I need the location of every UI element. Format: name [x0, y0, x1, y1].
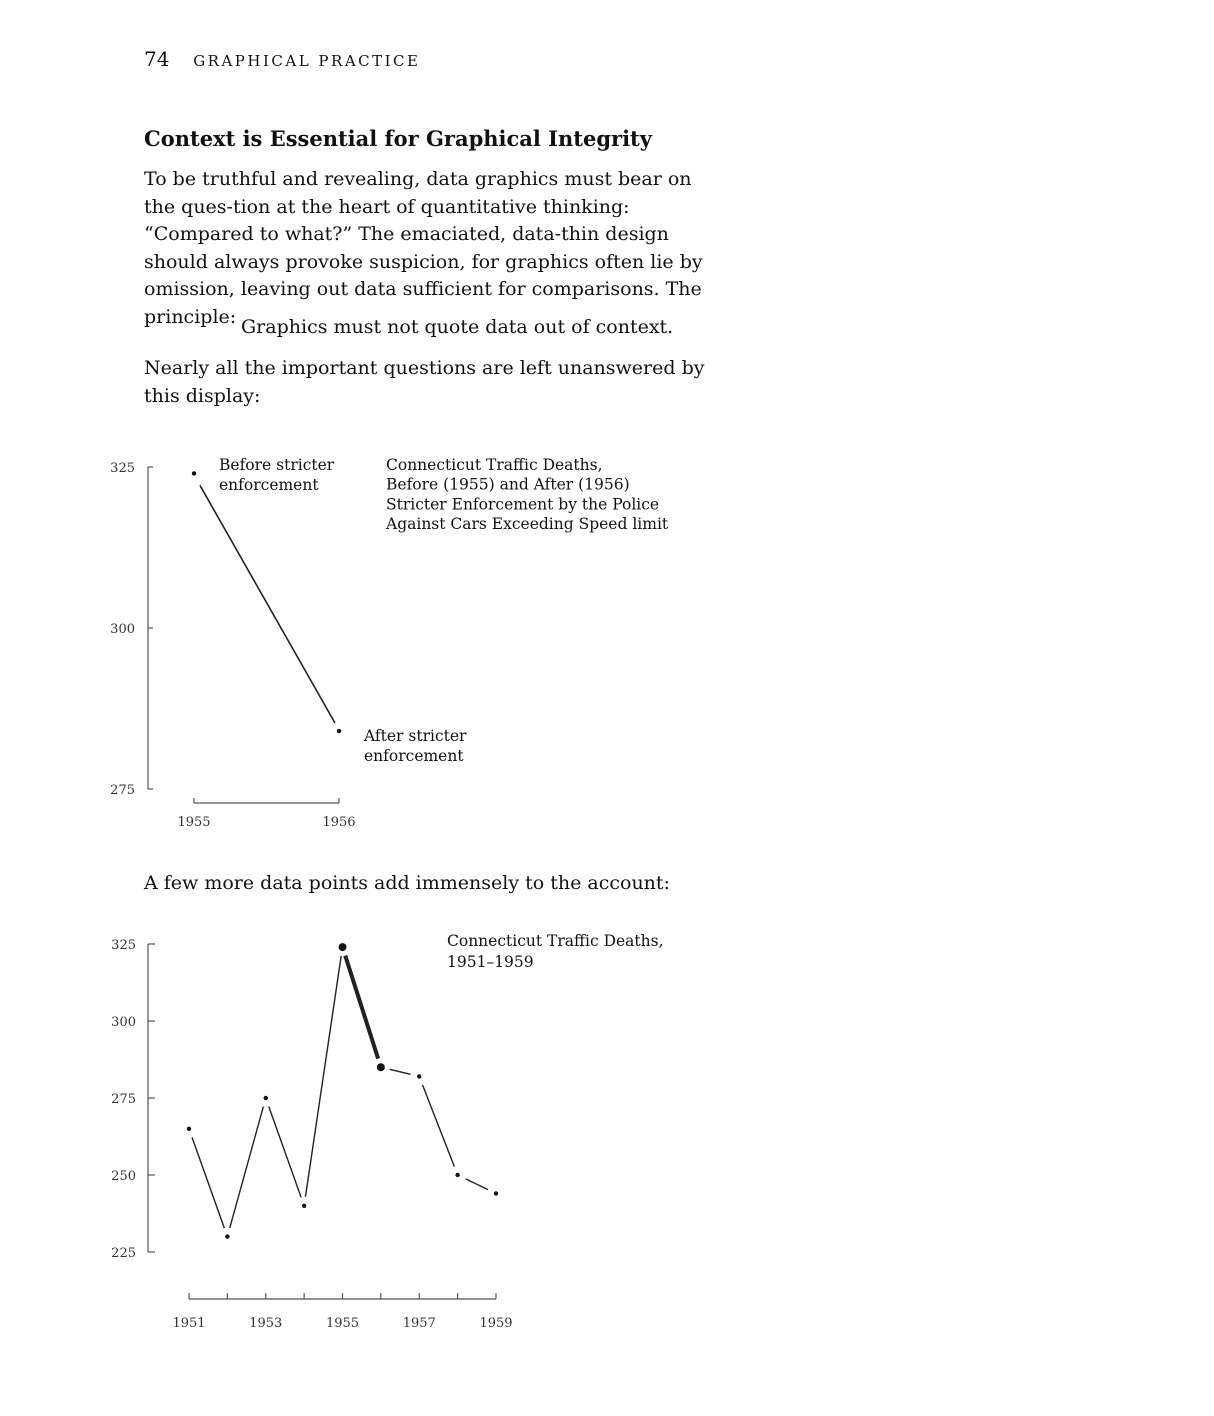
series-segment [269, 1106, 301, 1197]
series-segment [192, 1137, 224, 1228]
x-tick-label: 1955 [177, 815, 211, 830]
section-title: GRAPHICAL PRACTICE [193, 52, 421, 70]
data-point [377, 1063, 385, 1071]
y-tick-label: 275 [110, 783, 135, 798]
annotation-after: After stricter enforcement [364, 727, 467, 765]
data-point [455, 1173, 459, 1177]
y-tick-label: 325 [110, 461, 135, 476]
x-tick-label: 1956 [322, 815, 356, 830]
x-tick-label: 1955 [325, 1316, 360, 1331]
page-number: 74 [144, 47, 170, 71]
more-data-paragraph: A few more data points add immensely to the account: [144, 872, 670, 894]
data-point [187, 1127, 191, 1131]
x-tick-label: 1953 [249, 1316, 283, 1331]
data-point [225, 1234, 229, 1238]
y-tick-label: 275 [111, 1092, 136, 1107]
intro-paragraph: To be truthful and revealing, data graphics must bear on the ques-tion at the heart of quantitative thinking: “Compared to what?” The emaciated, data-thin design should always provoke suspicion, for graphics often lie by omission, leaving out data sufficient for comparisons. The principle: [144, 168, 703, 328]
y-tick-label: 300 [111, 1015, 136, 1030]
question-paragraph: Nearly all the important questions are left unanswered by this display: [144, 357, 705, 407]
highlight-segment [345, 956, 378, 1059]
series-segment [466, 1179, 488, 1190]
y-tick-label: 250 [111, 1169, 136, 1184]
series-segment [305, 956, 341, 1197]
y-tick-label: 300 [110, 622, 135, 637]
chart-title: Connecticut Traffic Deaths, 1951–1959 [447, 932, 664, 971]
y-tick-label: 225 [111, 1246, 136, 1261]
section-heading: Context is Essential for Graphical Integrity [144, 126, 652, 151]
principle-statement: Graphics must not quote data out of context. [241, 316, 674, 338]
annotation-before: Before stricter enforcement [219, 456, 335, 494]
x-tick-label: 1959 [479, 1316, 513, 1331]
y-tick-label: 325 [111, 938, 136, 953]
data-point [339, 943, 347, 951]
chart-title: Connecticut Traffic Deaths, Before (1955) and After (1956) Stricter Enforcement by the Police Against Cars Exceeding Speed limit [386, 456, 669, 534]
series-segment [423, 1085, 455, 1167]
x-tick-label: 1951 [172, 1316, 206, 1331]
data-point [302, 1204, 306, 1208]
series-segment [230, 1107, 264, 1228]
x-tick-label: 1957 [402, 1316, 436, 1331]
data-point [264, 1096, 268, 1100]
series-segment [390, 1069, 411, 1074]
data-point [494, 1191, 498, 1195]
data-point [417, 1074, 421, 1078]
